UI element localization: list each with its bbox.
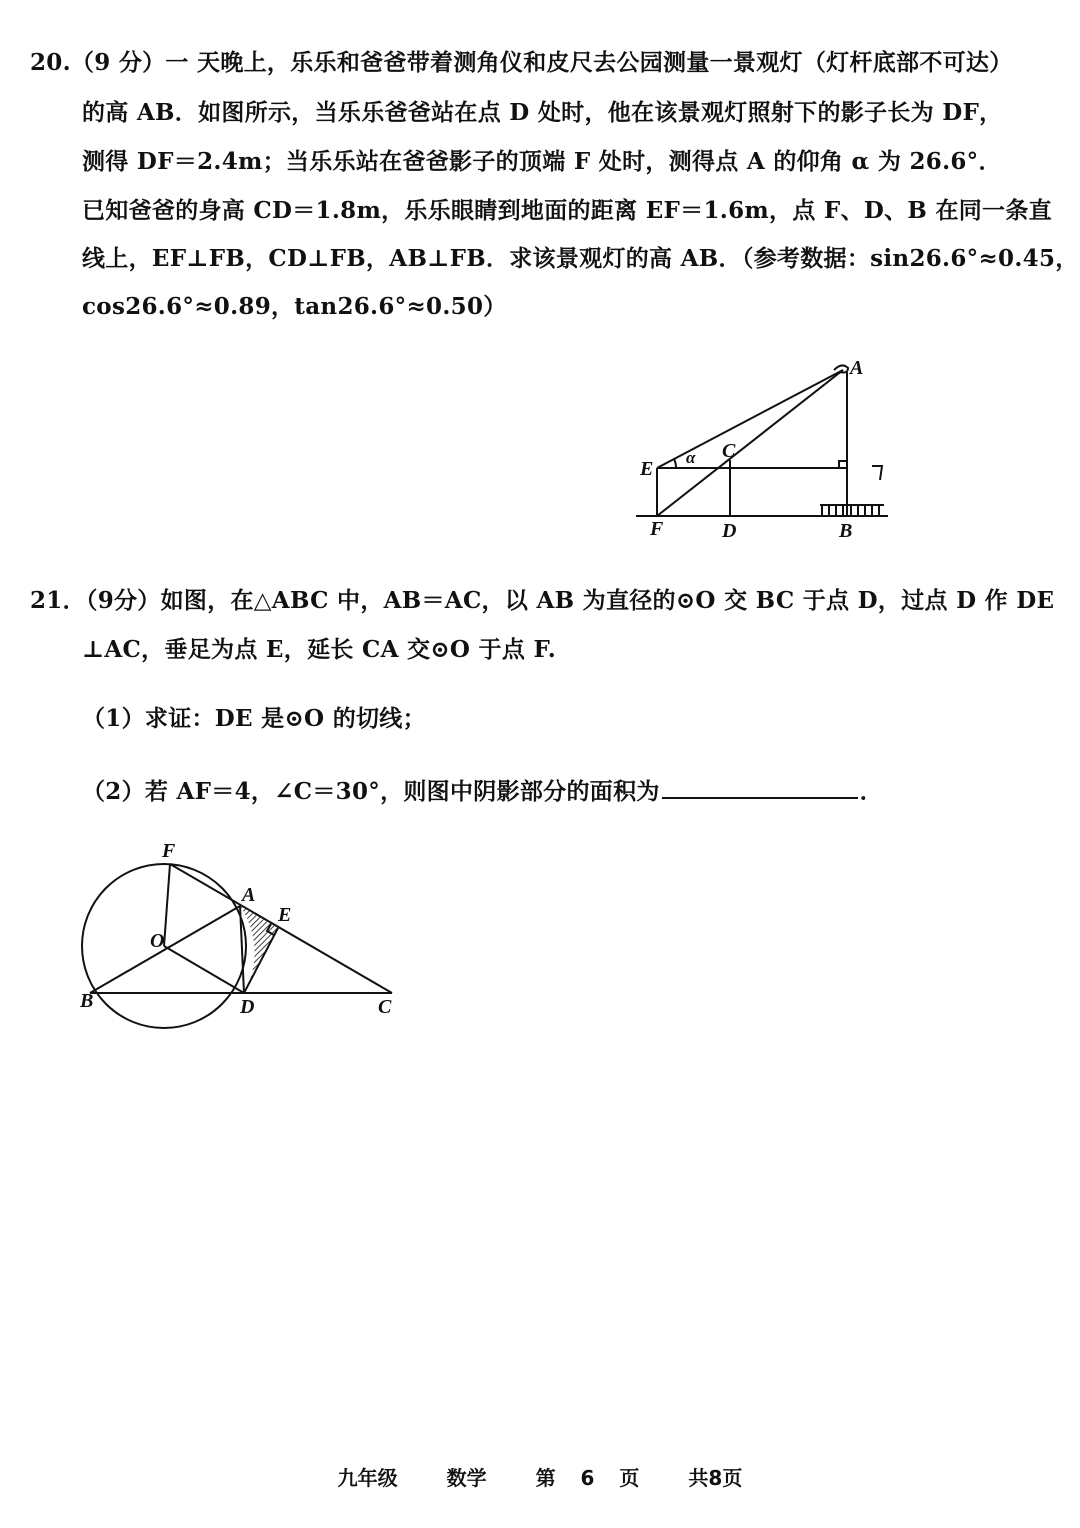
q21-line-1: 21．（9分）如图，在△ABC 中，AB＝AC，以 AB 为直径的⊙O 交 BC 于点 D，过点 D 作 DE (30, 587, 1055, 614)
q21-label-C: C (378, 996, 392, 1018)
footer-page: 第 6 页 (535, 1466, 640, 1490)
page-footer (0, 1462, 1080, 1491)
q20-label-alpha: α (686, 448, 696, 467)
q20-line-1: 20.（9 分）一 天晚上，乐乐和爸爸带着测角仪和皮尺去公园测量一景观灯（灯杆底部不可达） (30, 49, 1013, 76)
segment-OD (164, 946, 244, 993)
q21-label-O: O (150, 930, 165, 952)
q20-line-6: cos26.6°≈0.89，tan26.6°≈0.50） (82, 293, 507, 320)
q20-label-B: B (839, 520, 853, 542)
q20-line-5: 线上，EF⊥FB，CD⊥FB，AB⊥FB．求该景观灯的高 AB．（参考数据：sin26.6°≈0.45， (82, 245, 1079, 272)
q21-label-E: E (278, 904, 292, 926)
q21-line-2: ⊥AC，垂足为点 E，延长 CA 交⊙O 于点 F. (82, 636, 557, 663)
q20-line-3: 测得 DF＝2.4m；当乐乐站在爸爸影子的顶端 F 处时，测得点 A 的仰角 α 为 26.6°． (82, 148, 1002, 175)
footer-subject: 数学 (446, 1466, 487, 1490)
footer-total: 共8页 (688, 1466, 743, 1490)
q20-label-F: F (650, 518, 664, 540)
q21-part2-prefix: （2）若 AF＝4，∠C＝30°，则图中阴影部分的面积为 (82, 778, 660, 805)
q21-label-F: F (162, 840, 176, 862)
q21-part1: （1）求证：DE 是⊙O 的切线； (82, 705, 426, 732)
q20-line-2: 的高 AB．如图所示，当乐乐爸爸站在点 D 处时，他在该景观灯照射下的影子长为 DF， (82, 99, 1003, 126)
q20-label-C: C (722, 440, 736, 462)
q21-label-D: D (240, 996, 255, 1018)
q21-label-B: B (80, 990, 94, 1012)
q20-label-E: E (640, 458, 654, 480)
segment-OF (164, 864, 170, 946)
q21-part2-suffix: ． (859, 778, 883, 805)
segment-FC (170, 864, 392, 993)
q20-label-A: A (850, 357, 864, 379)
q20-line-4: 已知爸爸的身高 CD＝1.8m，乐乐眼睛到地面的距离 EF＝1.6m，点 F、D、B 在同一条直 (82, 197, 1052, 224)
q20-label-D: D (722, 520, 737, 542)
footer-grade: 九年级 (337, 1466, 398, 1490)
q21-label-A: A (242, 884, 256, 906)
